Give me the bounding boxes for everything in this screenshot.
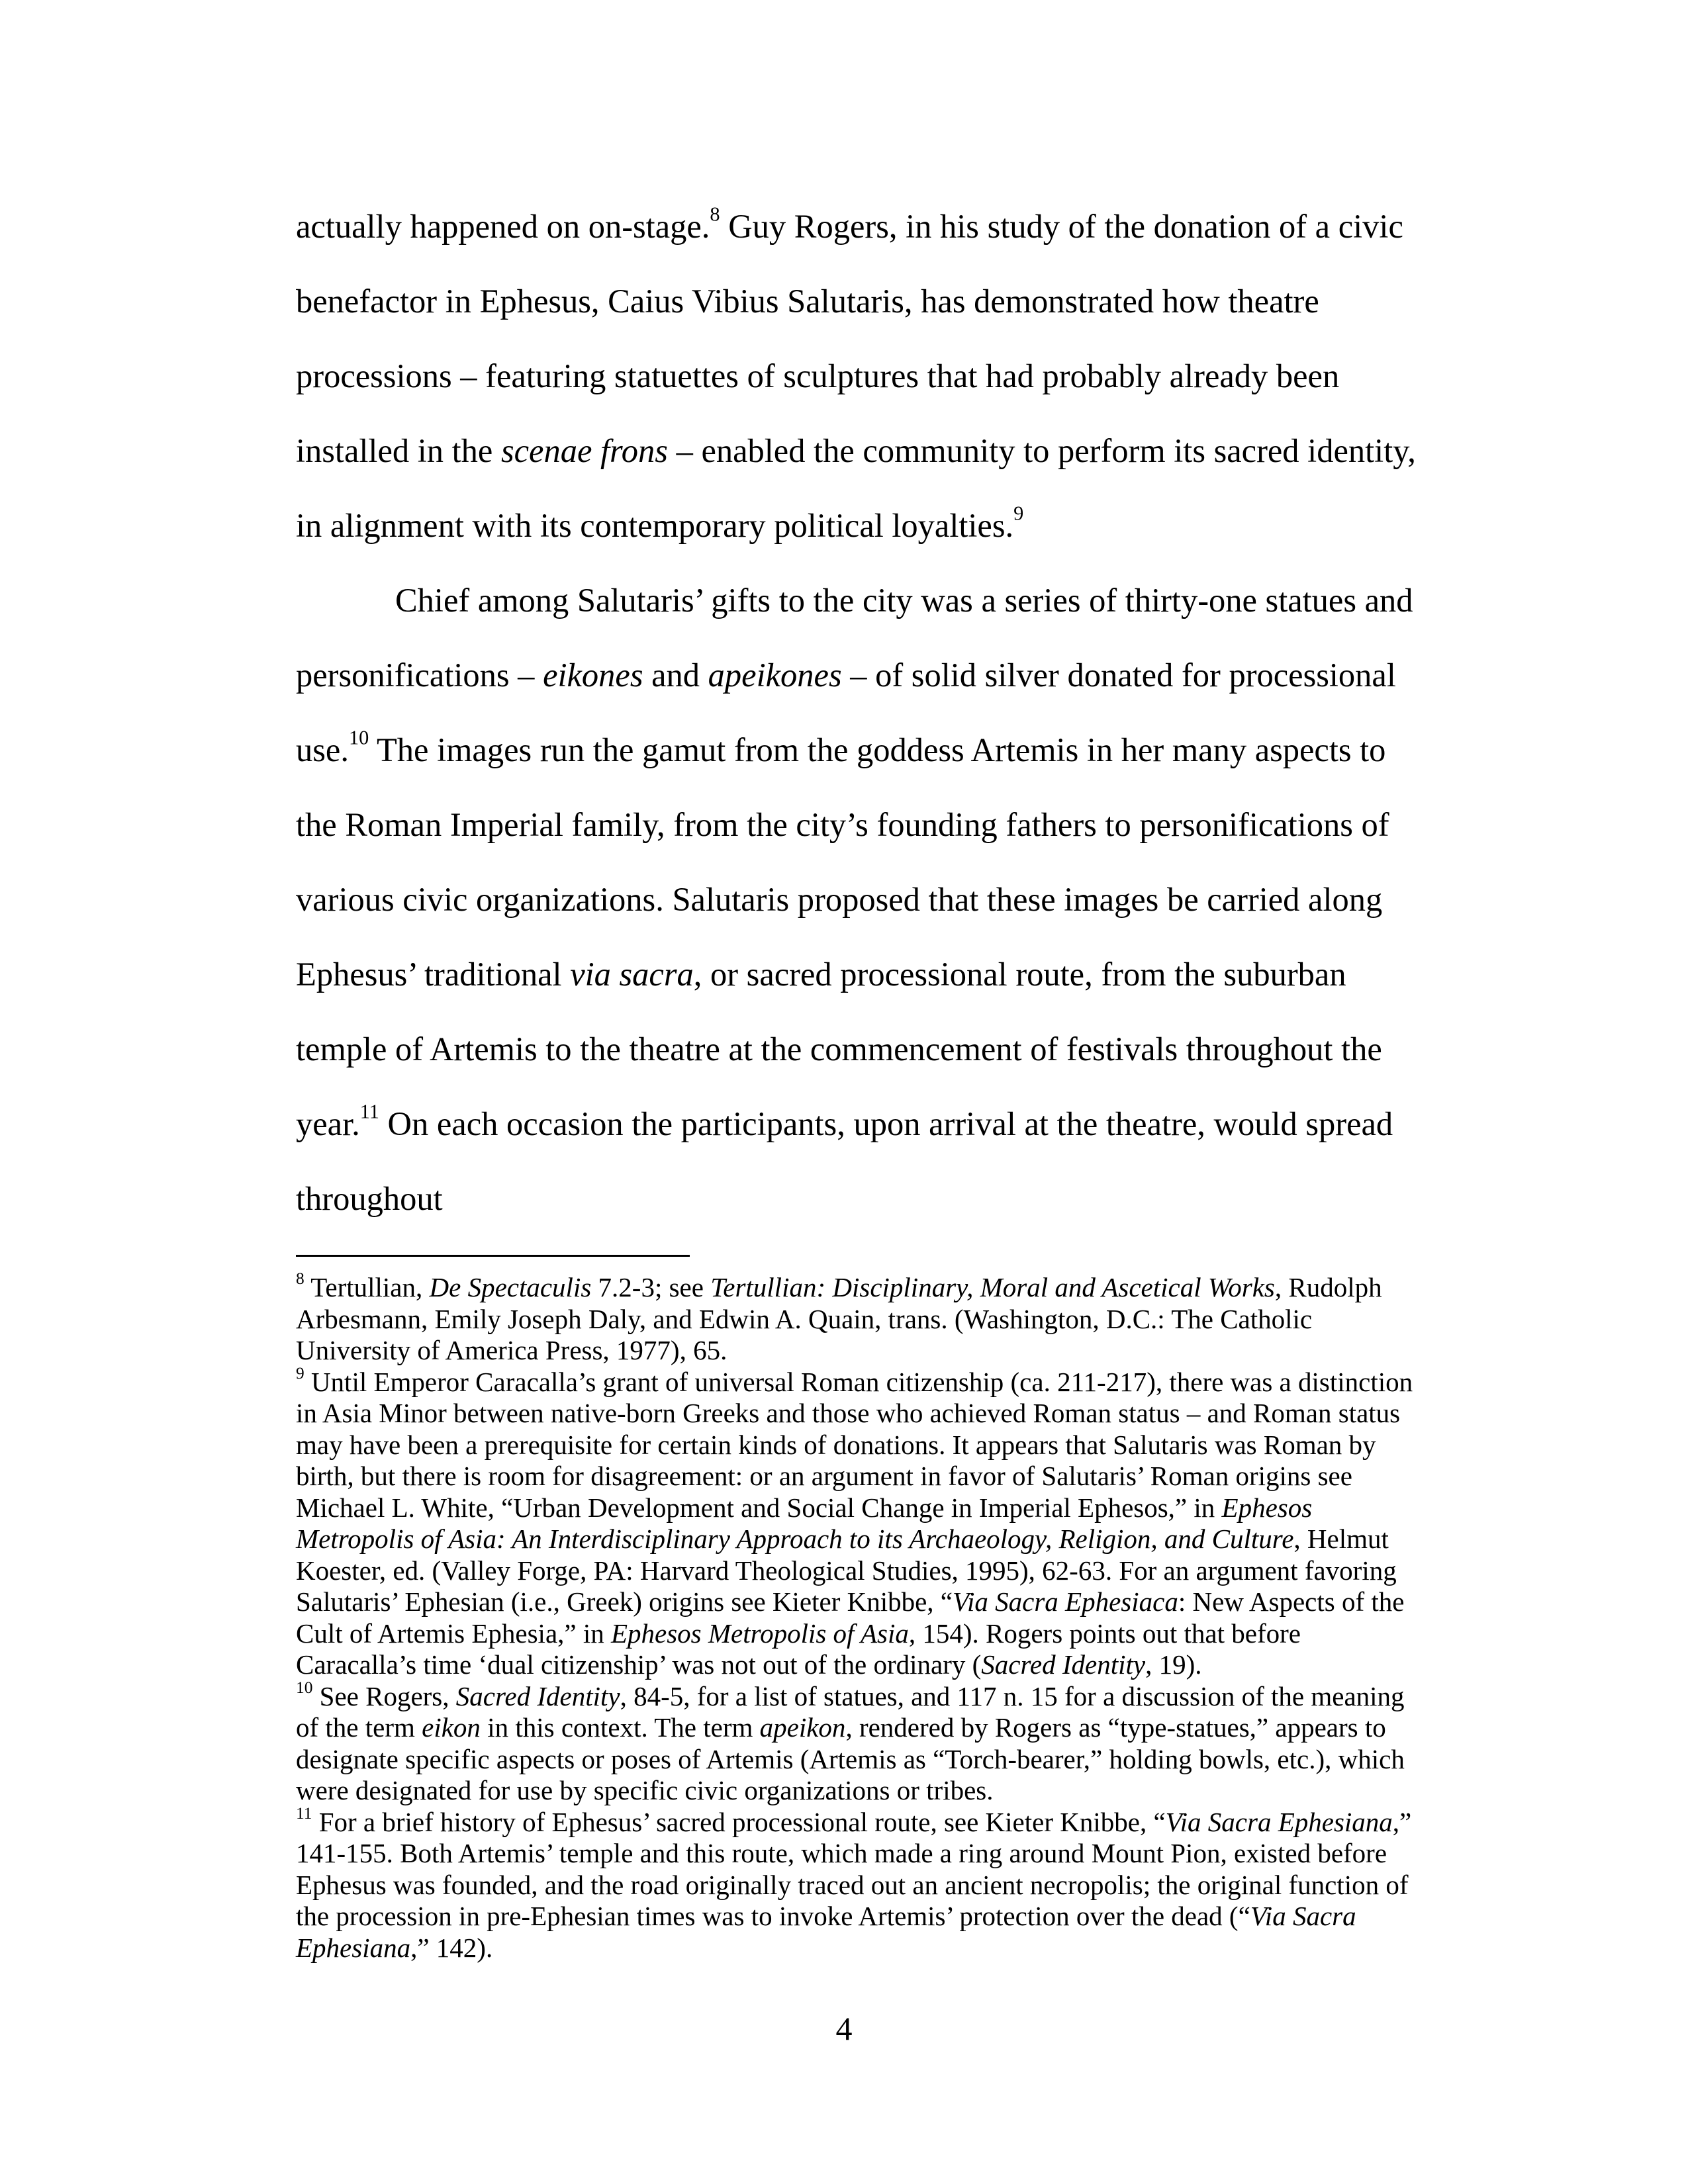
footnote-10: $^{10}$ See Rogers, Sacred Identity, 84-5, for a list of statues, and 117 n. 15 for a discussion of the meaning of the term eikon in this context. The term apeikon, rendered by Rogers as “type-statues,” appears to designate specific aspects or poses of Artemis (Artemis as “Torch-bearer,” holding bowls, etc.), which were designated for use by specific civic organizations or tribes.: [296, 1678, 1405, 1805]
footnote-ref-9: 9: [1013, 502, 1024, 525]
footnote-ref-10: 10: [348, 726, 369, 749]
body-text: [296, 189, 1421, 1236]
body-paragraph-1: actually happened on on-stage.$^8$ Guy Rogers, in his study of the donation of a civic benefactor in Ephesus, Caius Vibius Salutaris, has demonstrated how theatre processions – featuring statuettes of sculptures that had probably already been installed in the scenae frons – enabled the community to perform its sacred identity, in alignment with its contemporary political loyalties.$^9$: [296, 203, 1416, 544]
footnote-11: $^{11}$ For a brief history of Ephesus’ sacred processional route, see Kieter Knibbe, “Via Sacra Ephesiana,” 141-155. Both Artemis’ temple and this route, which made a ring around Mount Pion, existed before Ephesus was founded, and the road originally traced out an ancient necropolis; the original function of the procession in pre-Ephesian times was to invoke Artemis’ protection over the dead (“Via Sacra Ephesiana,” 142).: [296, 1803, 1412, 1963]
body-paragraph-2: Chief among Salutaris’ gifts to the city was a series of thirty-one statues and personifications – eikones and apeikones – of solid silver donated for processional use.$^{10}$ The images run the gamut from the goddess Artemis in her many aspects to the Roman Imperial family, from the city’s founding fathers to personifications of various civic organizations. Salutaris proposed that these images be carried along Ephesus’ traditional via sacra, or sacred processional route, from the suburban temple of Artemis to the theatre at the commencement of festivals throughout the year.$^{11}$ On each occasion the participants, upon arrival at the theatre, would spread throughout: [296, 582, 1413, 1217]
footnotes: [296, 1269, 1421, 1964]
footnote-ref-11: 11: [359, 1100, 379, 1123]
footnote-8: $^8$ Tertullian, De Spectaculis 7.2-3; see Tertullian: Disciplinary, Moral and Ascetical Works, Rudolph Arbesmann, Emily Joseph Daly, and Edwin A. Quain, trans. (Washington, D.C.: The Catholic University of America Press, 1977), 65.: [296, 1269, 1382, 1365]
page-number: 4: [835, 2010, 853, 2047]
footnote-divider: [296, 1255, 690, 1257]
footnote-9: $^9$ Until Emperor Caracalla’s grant of universal Roman citizenship (ca. 211-217), there was a distinction in Asia Minor between native-born Greeks and those who achieved Roman status – and Roman status may have been a prerequisite for certain kinds of donations. It appears that Salutaris was Roman by birth, but there is room for disagreement: or an argument in favor of Salutaris’ Roman origins see Michael L. White, “Urban Development and Social Change in Imperial Ephesos,” in Ephesos Metropolis of Asia: An Interdisciplinary Approach to its Archaeology, Religion, and Culture, Helmut Koester, ed. (Valley Forge, PA: Harvard Theological Studies, 1995), 62-63. For an argument favoring Salutaris’ Ephesian (i.e., Greek) origins see Kieter Knibbe, “Via Sacra Ephesiaca: New Aspects of the Cult of Artemis Ephesia,” in Ephesos Metropolis of Asia, 154). Rogers points out that before Caracalla’s time ‘dual citizenship’ was not out of the ordinary (Sacred Identity, 19).: [296, 1363, 1413, 1680]
footnote-ref-8: 8: [710, 203, 720, 226]
